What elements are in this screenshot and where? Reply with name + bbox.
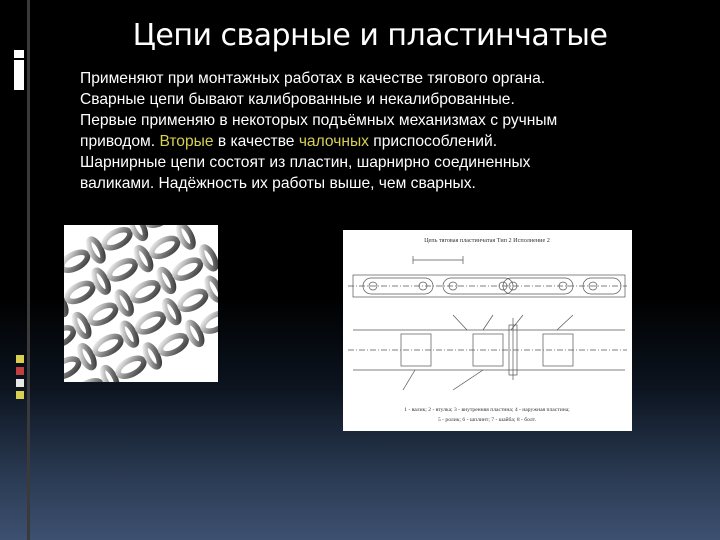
deco-bar (14, 60, 24, 90)
decorative-squares-top (14, 50, 28, 90)
highlighted-word: чалочных (298, 133, 369, 150)
body-paragraph (80, 68, 670, 194)
text-segment: приводом. (80, 133, 160, 150)
text-line: валиками. Надёжность их работы выше, чем сварных. (80, 175, 476, 192)
highlighted-word: Вторые (159, 133, 214, 150)
drawing-caption: Цепь тяговая пластинчатая Тип 2 Исполнение 2 (424, 237, 550, 244)
deco-square (14, 50, 24, 58)
text-segment: приспособлений. (368, 133, 498, 150)
drawing-legend-line: 1 - валик; 2 - втулка; 3 - внутренняя пластина; 4 - наружная пластина; (404, 407, 570, 413)
text-segment: в качестве (213, 133, 299, 150)
deco-square-yellow (16, 391, 24, 399)
technical-drawing (343, 230, 632, 431)
text-line: Применяют при монтажных работах в качестве тягового органа. (80, 70, 546, 87)
text-line: Первые применяю в некоторых подъёмных механизмах с ручным (80, 112, 558, 129)
plate-chain-drawing (343, 230, 632, 431)
deco-square-yellow (16, 355, 24, 363)
deco-square-white (16, 379, 24, 387)
welded-chain-illustration (64, 225, 218, 382)
decorative-squares-bottom (16, 355, 26, 415)
slide-title: Цепи сварные и пластинчатые (132, 18, 608, 53)
text-line (80, 131, 670, 152)
text-line: Сварные цепи бывают калиброванные и некалиброванные. (80, 91, 515, 108)
chain-photo (64, 225, 218, 382)
text-line: Шарнирные цепи состоят из пластин, шарнирно соединенных (80, 154, 531, 171)
deco-square-red (16, 367, 24, 375)
drawing-legend-line: 5 - ролик; 6 - шплинт; 7 - шайба; 8 - болт. (437, 417, 537, 423)
